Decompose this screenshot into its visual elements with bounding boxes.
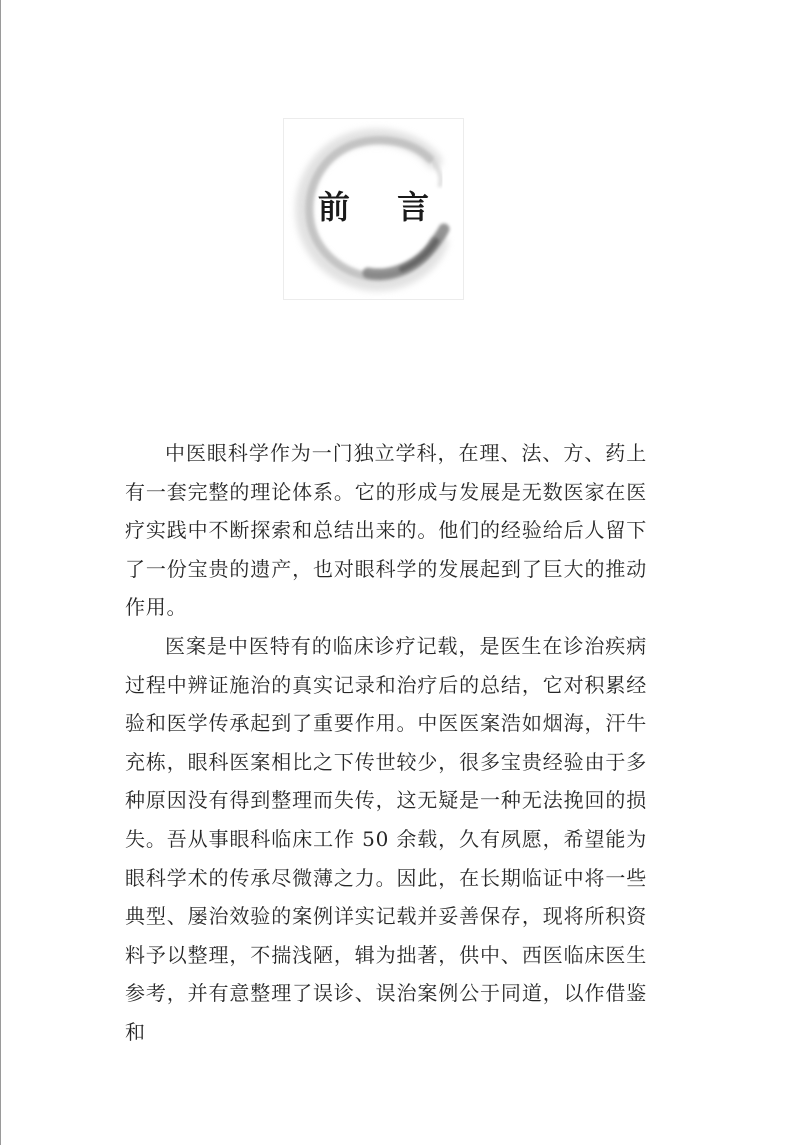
preface-heading-emblem [283, 118, 464, 300]
page-edge-line [0, 0, 1, 1145]
paragraph: 医案是中医特有的临床诊疗记载，是医生在诊治疾病过程中辨证施治的真实记录和治疗后的总结，它对积累经验和医学传承起到了重要作用。中医医案浩如烟海，汗牛充栋，眼科医案相比之下传世较少，很多宝贵经验由于多种原因没有得到整理而失传，这无疑是一种无法挽回的损失。吾从事眼科临床工作 50 余载，久有夙愿，希望能为眼科学术的传承尽微薄之力。因此，在长期临证中将一些典型、屡治效验的案例详实记载并妥善保存，现将所积资料予以整理，不揣浅陋，辑为拙著，供中、西医临床医生参考，并有意整理了误诊、误治案例公于同道，以作借鉴和 [125, 633, 647, 1044]
page-title: 前 言 [317, 188, 448, 226]
preface-body [125, 434, 647, 1052]
paragraph: 中医眼科学作为一门独立学科，在理、法、方、药上有一套完整的理论体系。它的形成与发展是无数医家在医疗实践中不断探索和总结出来的。他们的经验给后人留下了一份宝贵的遗产，也对眼科学的发展起到了巨大的推动作用。 [125, 441, 647, 620]
